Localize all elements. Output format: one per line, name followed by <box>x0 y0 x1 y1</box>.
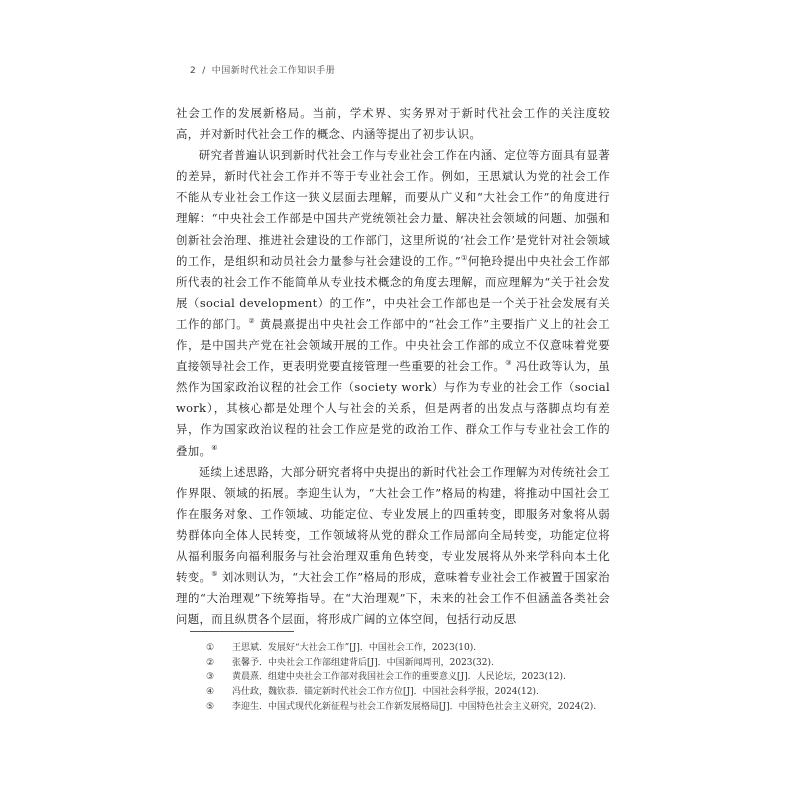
footnote-text: 张馨予．中央社会工作部组建背后[J]．中国新闻周刊，2023(32). <box>232 657 494 668</box>
footnote-item <box>206 656 614 671</box>
paragraph-p1 <box>176 103 610 145</box>
footnote-ref: ④ <box>211 443 218 452</box>
footnote-number: ③ <box>206 672 215 683</box>
text-segment: 黄晨熹提出中央社会工作部中的“社会工作”主要指广义上的社会工作，是中国共产党在社会领域开展的工作。中央社会工作部的成立不仅意味着党要直接领导社会工作，更表明党要直接管理一些重要的社会工作。 <box>176 316 610 374</box>
footnote-ref: ③ <box>505 359 512 368</box>
footnote-item <box>206 641 614 656</box>
footnote-number: ④ <box>206 687 215 698</box>
paragraph-p2 <box>176 145 610 461</box>
footnote-text: 冯仕政，魏钦恭．锚定新时代社会工作方位[J]．中国社会科学报，2024(12). <box>232 687 539 698</box>
text-segment: 社会工作的发展新格局。当前，学术界、实务界对于新时代社会工作的关注度较高，并对新时代社会工作的概念、内涵等提出了初步认识。 <box>176 106 610 142</box>
footnote-text: 黄晨熹．组建中央社会工作部对我国社会工作的重要意义[J]．人民论坛，2023(12). <box>232 672 566 683</box>
header-separator: / <box>202 66 206 76</box>
running-header <box>190 63 335 76</box>
footnote-divider <box>190 631 294 632</box>
footnote-number: ⑤ <box>206 701 215 712</box>
footnote-item <box>206 670 614 685</box>
text-segment: 冯仕政等认为，虽然作为国家政治议程的社会工作（society work）与作为专业的社会工作（social work），其核心都是处理个人与社会的关系，但是两者的出发点与落脚点均有差异，作为国家政治议程的社会工作应是党的政治工作、群众工作与专业社会工作的叠加。 <box>176 359 610 458</box>
footnote-ref: ⑤ <box>211 570 218 579</box>
footnote-number: ① <box>206 643 215 653</box>
text-segment: 刘冰则认为，“大社会工作”格局的形成，意味着专业社会工作被置于国家治理的“大治理观”下统筹指导。在“大治理观”下，未来的社会工作不但涵盖各类社会问题，而且纵贯各个层面，将形成广阔的立体空间，包括行动反思 <box>176 570 610 627</box>
footnote-number: ② <box>206 657 215 668</box>
text-segment: 何艳玲提出中央社会工作部所代表的社会工作不能简单从专业技术概念的角度去理解，而应理解为“关于社会发展（social development）的工作”，中央社会工作部也是一个关于社会发展有关工作的部门。 <box>176 253 611 331</box>
paragraph-p3 <box>176 462 610 631</box>
footnote-item <box>206 700 614 715</box>
page-number: 2 <box>190 66 197 76</box>
footnote-text: 王思斌．发展好“大社会工作”[J]．中国社会工作，2023(10). <box>232 643 477 653</box>
footnote-ref: ② <box>248 317 256 326</box>
footnote-text: 李迎生．中国式现代化新征程与社会工作新发展格局[J]．中国特色社会主义研究，2024(2). <box>232 701 597 712</box>
footnote-ref: ① <box>461 253 468 262</box>
body-text <box>176 103 610 630</box>
footnotes <box>206 641 614 715</box>
footnote-item <box>206 685 614 700</box>
book-title: 中国新时代社会工作知识手册 <box>211 66 336 76</box>
text-segment: 延续上述思路，大部分研究者将中央提出的新时代社会工作理解为对传统社会工作界限、领域的拓展。李迎生认为，“大社会工作”格局的构建，将推动中国社会工作在服务对象、工作领域、功能定位、专业发展上的四重转变，即服务对象将从弱势群体向全体人民转变，工作领域将从党的群众工作局部向全局转变，功能定位将从福利服务向福利服务与社会治理双重角色转变，专业发展将从外来学科向本土化转变。 <box>176 464 610 585</box>
text-segment: 研究者普遍认识到新时代社会工作与专业社会工作在内涵、定位等方面具有显著的差异，新时代社会工作并不等于专业社会工作。例如，王思斌认为党的社会工作不能从专业社会工作这一狭义层面去理解，而要从广义和“大社会工作”的角度进行理解：“中央社会工作部是中国共产党统领社会力量、解决社会领域的问题、加强和创新社会治理、推进社会建设的工作部门，这里所说的‘社会工作’是党针对社会领域的工作，是组织和动员社会力量参与社会建设的工作。” <box>176 148 610 268</box>
